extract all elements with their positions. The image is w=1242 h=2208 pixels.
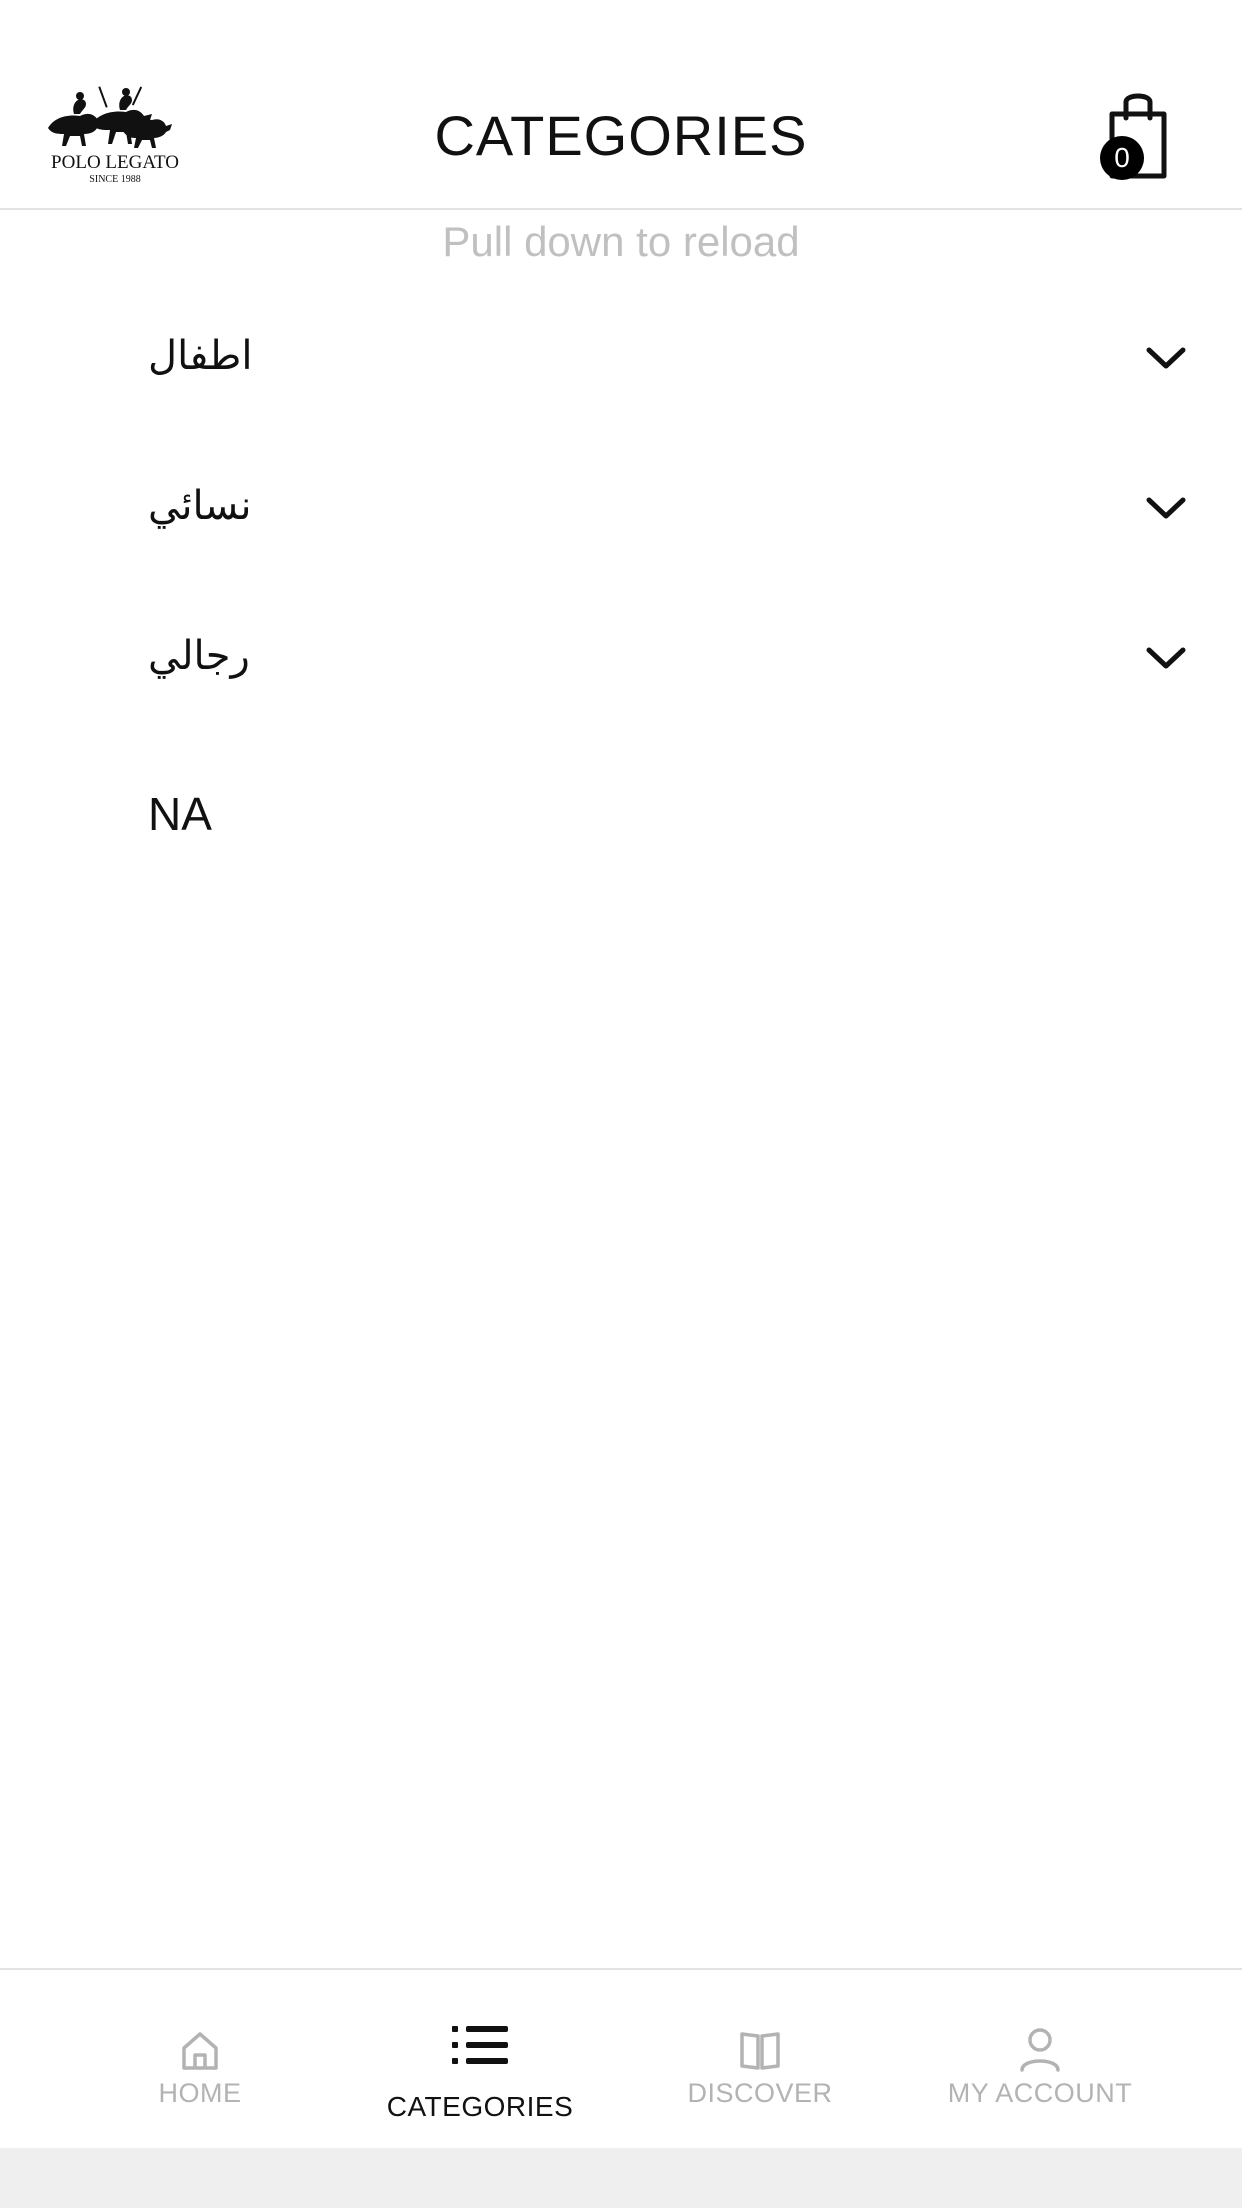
page-title: CATEGORIES	[434, 104, 808, 167]
brand-logo[interactable]	[40, 84, 190, 188]
tab-home[interactable]	[60, 1970, 340, 2148]
category-row-women[interactable]	[0, 452, 1242, 562]
chevron-down-icon[interactable]	[1145, 492, 1187, 522]
category-label: نسائي	[148, 483, 252, 529]
header-bar	[0, 0, 1242, 210]
system-home-indicator-area	[0, 2148, 1242, 2208]
chevron-down-icon[interactable]	[1145, 342, 1187, 372]
chevron-down-icon[interactable]	[1145, 642, 1187, 672]
cart-count-badge: 0	[1100, 136, 1144, 180]
category-label: NA	[148, 788, 212, 840]
polo-horses-icon	[40, 84, 190, 150]
list-icon	[450, 2022, 510, 2068]
tab-my-account[interactable]	[900, 1970, 1180, 2148]
category-row-men[interactable]	[0, 602, 1242, 712]
book-icon	[738, 2028, 782, 2072]
pull-to-reload-hint: Pull down to reload	[442, 218, 800, 265]
tab-categories[interactable]	[340, 1970, 620, 2148]
bottom-tab-bar	[0, 1968, 1242, 2148]
category-row-na[interactable]	[0, 760, 1242, 870]
category-row-kids[interactable]	[0, 302, 1242, 412]
tab-discover[interactable]	[620, 1970, 900, 2148]
category-label: رجالي	[148, 633, 250, 679]
category-label: اطفال	[148, 333, 253, 379]
tab-home-label: HOME	[158, 2078, 242, 2108]
home-icon	[178, 2028, 222, 2072]
logo-wordmark: POLO LEGATO	[51, 152, 179, 173]
tab-my-account-label: MY ACCOUNT	[947, 2078, 1133, 2108]
logo-tagline: SINCE 1988	[89, 174, 141, 185]
tab-categories-label: CATEGORIES	[386, 2091, 574, 2122]
user-icon	[1018, 2026, 1062, 2072]
tab-discover-label: DISCOVER	[687, 2078, 833, 2108]
cart-button[interactable]	[1098, 88, 1172, 184]
